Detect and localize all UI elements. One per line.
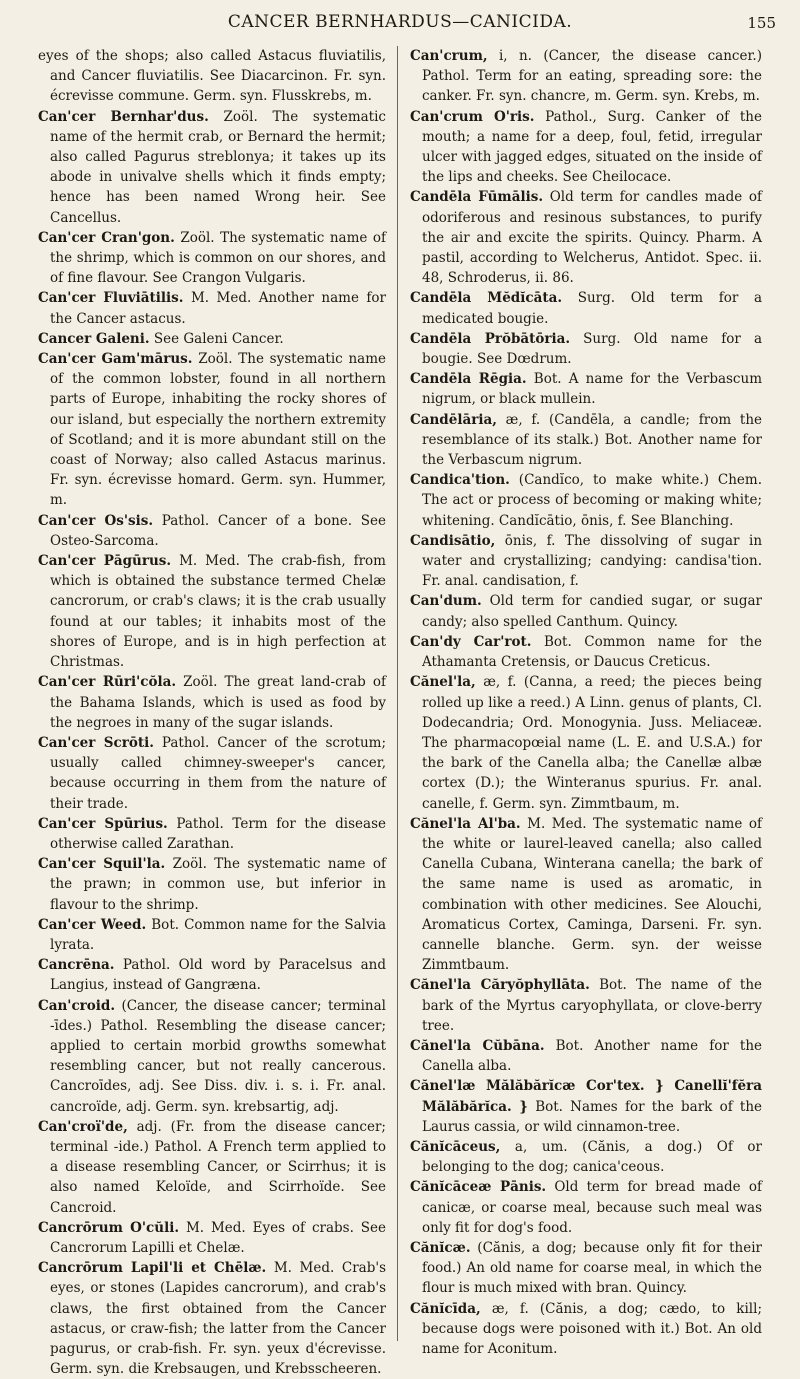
entry-definition: Bot. The name of the bark of the Myrtus caryophyllata, or clove-berry tree.	[422, 977, 762, 1034]
dictionary-entry	[410, 470, 762, 531]
dictionary-entry	[38, 915, 386, 955]
entry-definition: Pathol. Term for the disease otherwise called Zarathan.	[50, 815, 386, 852]
entry-headword: Cancrōrum O'cŭli.	[38, 1219, 180, 1236]
entry-definition: (Candĭco, to make white.) Chem. The act or process of becoming or making white; whitening. Candĭcātio, ōnis, f. See Blanching.	[422, 472, 762, 529]
entry-headword: Cănel'la Căryŏphyllāta.	[410, 977, 590, 994]
entry-headword: Can'croï'de,	[38, 1118, 128, 1135]
entry-definition: Bot. Common name for the Athamanta Cretensis, or Daucus Creticus.	[422, 633, 762, 671]
entry-definition: ōnis, f. The dissolving of sugar in water and crystallizing; candying: candisa'tion. Fr. anal. candisation, f.	[422, 532, 763, 590]
dictionary-entry	[38, 228, 386, 289]
dictionary-entry	[38, 1218, 386, 1258]
dictionary-entry	[410, 591, 762, 631]
entry-definition: See Galeni Cancer.	[153, 330, 284, 347]
dictionary-entry	[38, 551, 386, 672]
entry-definition: M. Med. Another name for the Cancer astacus.	[50, 290, 386, 327]
entry-definition: Surg. Old term for a medicated bougie.	[422, 290, 762, 327]
entry-definition: M. Med. The crab-fish, from which is obtained the substance termed Chelæ cancrorum, or crab's claws; it is the crab usually found at our tables; it inhabits most of the shores of Europe, and is in high perfection at Christmas.	[50, 553, 386, 671]
entry-definition: M. Med. Crab's eyes, or stones (Lapides cancrorum), and crab's claws, the first obtained from the Cancer astacus, or craw-fish; the latter from the Cancer pagurus, or crab-fish. Fr. syn. yeux d'écrevisse. Germ. syn. die Krebsaugen, und Krebsscheeren.	[50, 1260, 386, 1378]
dictionary-entry	[38, 107, 386, 228]
dictionary-entry	[410, 1137, 762, 1177]
entry-headword: Cănĭcīda,	[410, 1300, 481, 1317]
dictionary-entry	[38, 814, 386, 854]
dictionary-entry	[38, 672, 386, 733]
entry-definition: eyes of the shops; also called Astacus fluviatilis, and Cancer fluviatilis. See Diacarcinon. Fr. syn. écrevisse commune. Germ. syn. Flusskrebs, m.	[38, 48, 386, 105]
entry-headword: Can'cer Weed.	[38, 916, 147, 933]
entry-definition: Bot. Common name for the Salvia lyrata.	[50, 916, 386, 953]
entry-definition: æ, f. (Candēla, a candle; from the resemblance of its stalk.) Bot. Another name for the Verbascum nigrum.	[422, 411, 762, 469]
entry-headword: Can'croid.	[38, 997, 116, 1014]
entry-headword: Can'cer Bernhar'dus.	[38, 108, 209, 125]
entry-headword: Cănel'la,	[410, 674, 476, 691]
entry-definition: æ, f. (Canna, a reed; the pieces being rolled up like a reed.) A Linn. genus of plants, Cl. Dodecandria; Ord. Monogynia. Juss. Meliaceæ. The pharmacopœial name (L. E. and U.S.A.) for the bark of the Canella alba; the Canellæ albæ cortex (D.); the Winteranus spurius. Fr. anal. canelle, f. Germ. syn. Zimmtbaum, m.	[422, 674, 762, 812]
entry-definition: Surg. Old name for a bougie. See Dœdrum.	[422, 330, 762, 368]
entry-headword: Can'cer Squil'la.	[38, 856, 166, 873]
dictionary-entry	[38, 1258, 386, 1379]
entry-headword: Candēla Rēgia.	[410, 371, 527, 388]
dictionary-entry	[38, 288, 386, 328]
entry-headword: Candisātio,	[410, 532, 496, 549]
dictionary-entry	[410, 1299, 762, 1360]
dictionary-entry	[38, 996, 386, 1117]
dictionary-entry	[410, 1177, 762, 1238]
dictionary-entry	[410, 107, 762, 188]
entry-definition: Pathol. Cancer of a bone. See Osteo-Sarcoma.	[50, 512, 387, 549]
dictionary-entry	[410, 632, 762, 672]
dictionary-entry	[410, 1076, 762, 1137]
dictionary-entry	[410, 814, 762, 976]
entry-headword: Can'cer Os'sis.	[38, 512, 154, 529]
entry-headword: Candēlāria,	[410, 411, 497, 428]
entry-definition: Pathol. Old word by Paracelsus and Langius, instead of Gangræna.	[50, 957, 386, 994]
entry-definition: a, um. (Cănis, a dog.) Of or belonging to the dog; canica'ceous.	[422, 1138, 762, 1176]
dictionary-entry	[410, 410, 762, 471]
entry-headword: Can'cer Fluviātilis.	[38, 290, 184, 307]
entry-headword: Cancrēna.	[38, 957, 115, 974]
entry-headword: Cănĭcæ.	[410, 1239, 471, 1256]
entry-definition: (Cancer, the disease cancer; terminal -īdes.) Pathol. Resembling the disease cancer; applied to certain morbid growths somewhat resembling cancer, but not really cancerous. Cancroīdes, adj. See Diss. div. i. s. i. Fr. anal. cancroïde, adj. Germ. syn. krebsartig, adj.	[50, 997, 386, 1115]
entry-headword: Cănel'la Cŭbāna.	[410, 1037, 545, 1054]
entry-headword: Cănel'la Al'ba.	[410, 815, 521, 832]
entry-definition: M. Med. The systematic name of the white or laurel-leaved canella; also called Canella Cubana, Winterana canella; the bark of the same name is used as aromatic, in combination with other medicines. See Alouchi, Aromaticus Cortex, Caminga, Darseni. Fr. syn. cannelle blanche. Germ. syn. der weisse Zimmtbaum.	[422, 815, 762, 974]
dictionary-entry	[38, 1117, 386, 1218]
entry-definition: Zoöl. The great land-crab of the Bahama Islands, which is used as food by the negroes in many of the sugar islands.	[50, 674, 387, 731]
dictionary-entry	[38, 733, 386, 814]
entry-headword: Can'dum.	[410, 593, 482, 610]
dictionary-entry	[38, 854, 386, 915]
entry-headword: Cănel'læ Mălăbărĭcæ Cor'tex. } Canellĭ'fĕra Mălăbărĭca. }	[410, 1078, 762, 1115]
entry-headword: Cancer Galeni.	[38, 330, 150, 347]
entry-headword: Can'cer Pāgūrus.	[38, 553, 172, 570]
running-head: CANCER BERNHARDUS—CANICIDA.	[227, 12, 573, 32]
entry-headword: Candēla Mĕdĭcāta.	[410, 290, 563, 307]
entry-definition: Zoöl. The systematic name of the common lobster, found in all northern parts of Europe, inhabiting the rocky shores of our island, but especially the northern extremity of Scotland; and it is more abundant still on the coast of Norway; also called Astacus marinus. Fr. syn. écrevisse homard. Germ. syn. Hummer, m.	[50, 351, 387, 509]
dictionary-entry	[410, 531, 762, 592]
dictionary-entry	[38, 349, 386, 511]
entry-definition: Old term for bread made of canicæ, or coarse meal, because such meal was only fit for dog's food.	[422, 1179, 762, 1236]
entry-definition: Old term for candied sugar, or sugar candy; also spelled Canthum. Quincy.	[422, 593, 762, 630]
dictionary-entry	[410, 672, 762, 813]
entry-definition: Bot. Names for the bark of the Laurus cassia, or wild cinnamon-tree.	[422, 1098, 763, 1135]
dictionary-entry	[38, 46, 386, 107]
entry-headword: Can'crum O'ris.	[410, 108, 535, 125]
entry-headword: Can'dy Car'rot.	[410, 633, 532, 650]
entry-definition: i, n. (Cancer, the disease cancer.) Pathol. Term for an eating, spreading sore: the canker. Fr. syn. chancre, m. Germ. syn. Krebs, m.	[422, 48, 762, 105]
entry-headword: Cancrōrum Lapil'li et Chēlæ.	[38, 1260, 267, 1277]
entry-headword: Can'cer Spūrius.	[38, 815, 168, 832]
entry-headword: Cănĭcāceæ Pānis.	[410, 1179, 547, 1196]
dictionary-entry	[410, 975, 762, 1036]
entry-definition: M. Med. Eyes of crabs. See Cancrorum Lapilli et Chelæ.	[50, 1219, 386, 1256]
entry-headword: Cănĭcāceus,	[410, 1138, 501, 1155]
dictionary-entry	[410, 329, 762, 369]
entry-definition: Zoöl. The systematic name of the prawn; in common use, but inferior in flavour to the shrimp.	[50, 856, 387, 913]
entry-headword: Can'cer Gam'mārus.	[38, 351, 193, 368]
page-number: 155	[747, 14, 776, 32]
entry-definition: Zoöl. The systematic name of the shrimp, which is common on our shores, and of fine flavour. See Crangon Vulgaris.	[50, 229, 386, 287]
page-header	[0, 10, 800, 44]
dictionary-entry	[38, 511, 386, 551]
dictionary-entry	[410, 1036, 762, 1076]
dictionary-entry	[410, 1238, 762, 1299]
entry-definition: Zoöl. The systematic name of the hermit crab, or Bernard the hermit; also called Pagurus streblonya; it takes up its abode in univalve shells which it finds empty; hence has been named Wrong heir. See Cancellus.	[50, 108, 386, 226]
entry-definition: (Cănis, a dog; because only fit for their food.) An old name for coarse meal, in which the flour is much mixed with bran. Quincy.	[422, 1239, 762, 1297]
dictionary-entry	[410, 369, 762, 409]
dictionary-entry	[410, 288, 762, 328]
entry-definition: Pathol., Surg. Canker of the mouth; a name for a deep, foul, fetid, irregular ulcer with jagged edges, situated on the inside of the lips and cheeks. See Cheilocace.	[422, 108, 762, 186]
left-column	[38, 46, 387, 1378]
entry-headword: Can'crum,	[410, 48, 488, 64]
entry-headword: Candēla Prŏbātōria.	[410, 330, 571, 347]
right-column	[410, 46, 763, 1357]
entry-headword: Can'cer Cran'gon.	[38, 229, 175, 246]
entry-headword: Can'cer Scrōti.	[38, 734, 154, 751]
dictionary-entry	[38, 955, 386, 995]
entry-headword: Candica'tion.	[410, 472, 510, 489]
column-divider	[397, 46, 398, 1341]
entry-headword: Candēla Fūmālis.	[410, 189, 544, 206]
entry-headword: Can'cer Rūri'cŏla.	[38, 674, 177, 691]
dictionary-entry	[410, 46, 762, 107]
entry-definition: Bot. A name for the Verbascum nigrum, or black mullein.	[422, 371, 762, 408]
dictionary-entry	[410, 187, 762, 288]
dictionary-entry	[38, 329, 386, 349]
entry-definition: Pathol. Cancer of the scrotum; usually called chimney-sweeper's cancer, because occurring in them from the nature of their trade.	[50, 734, 387, 812]
entry-definition: æ, f. (Cănis, a dog; cædo, to kill; because dogs were poisoned with it.) Bot. An old name for Aconitum.	[422, 1300, 762, 1357]
entry-definition: Bot. Another name for the Canella alba.	[422, 1037, 762, 1075]
entry-definition: adj. (Fr. from the disease cancer; terminal -ide.) Pathol. A French term applied to a disease resembling Cancer, or Scirrhus; it is also named Keloïde, and Scirrhoïde. See Cancroid.	[50, 1118, 386, 1216]
entry-definition: Old term for candles made of odoriferous and resinous substances, to purify the air and excite the spirits. Quincy. Pharm. A pastil, according to Welcherus, Antidot. Spec. ii. 48, Schroderus, ii. 86.	[422, 189, 762, 287]
